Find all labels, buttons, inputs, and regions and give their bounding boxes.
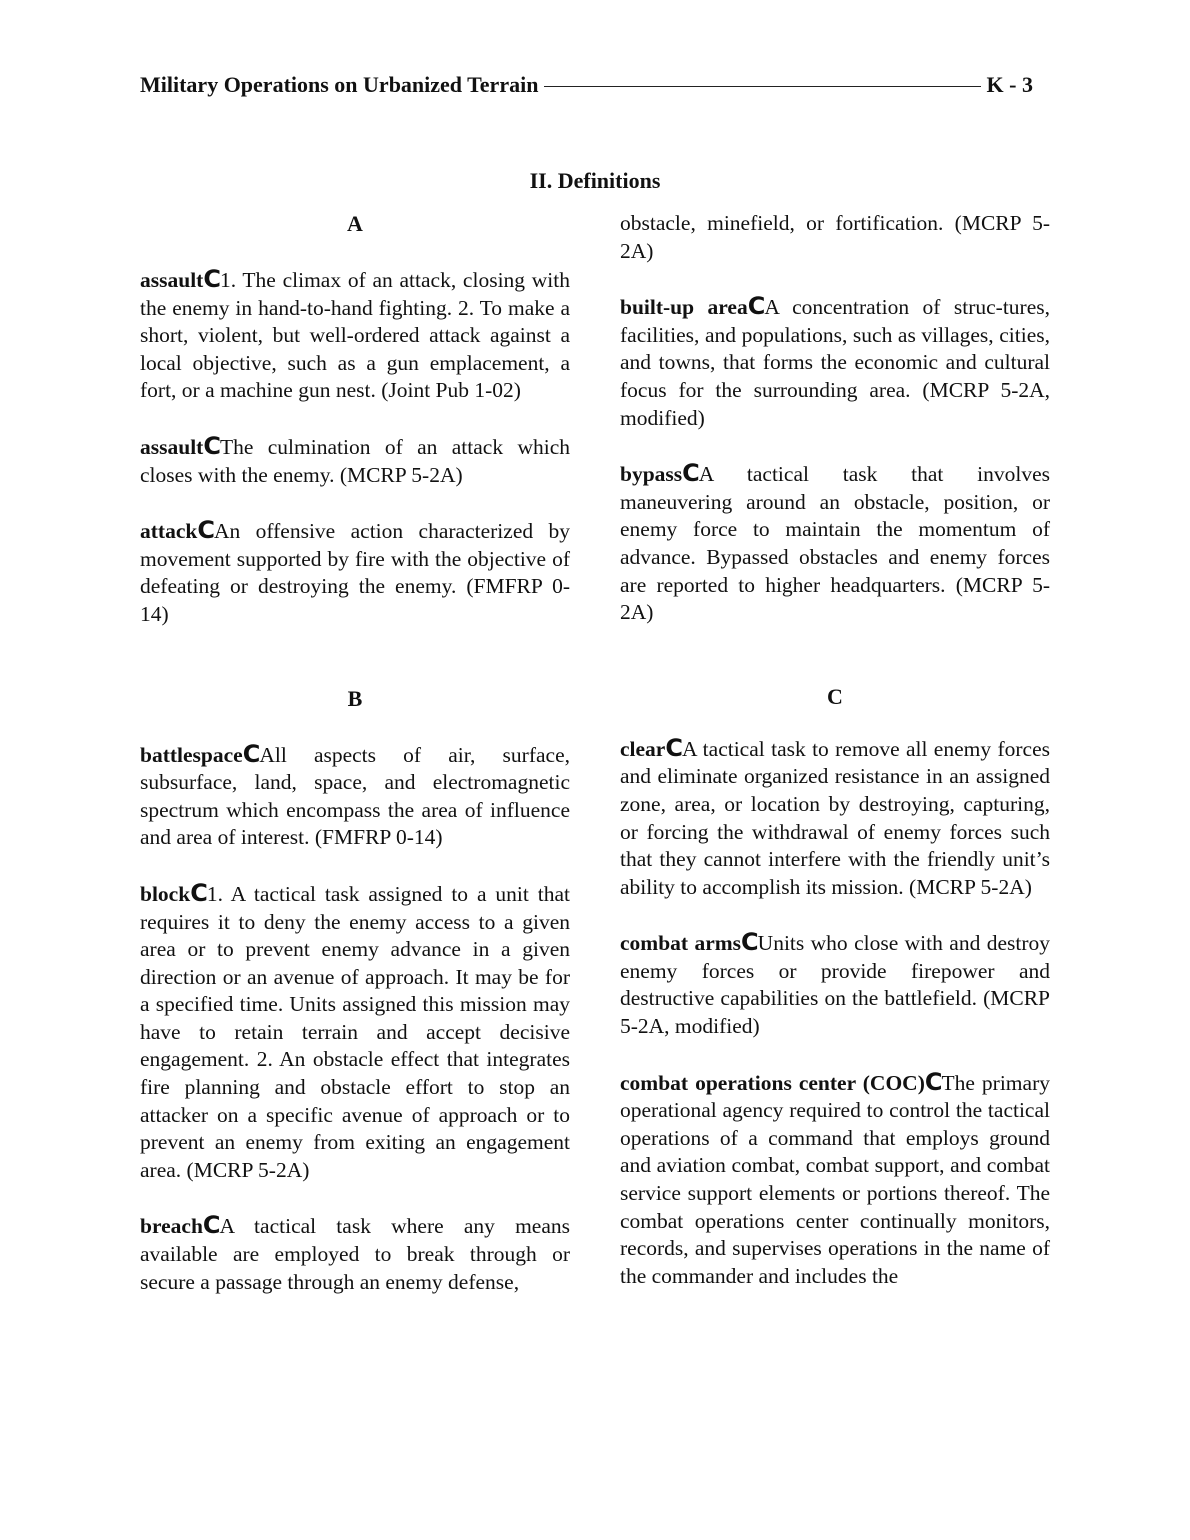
em-dash-glyph: C (924, 1067, 942, 1096)
definition-combat-operations-center (620, 1069, 1050, 1291)
definition-attack (140, 517, 570, 628)
definition-block (140, 880, 570, 1185)
term: built-up area (620, 295, 748, 320)
running-header (140, 71, 1033, 99)
em-dash-glyph: C (203, 431, 220, 460)
em-dash-glyph: C (190, 878, 207, 907)
term: combat arms (620, 931, 742, 956)
em-dash-glyph: C (747, 292, 765, 321)
definition-text: The culmination of an attack which closes with the enemy. (MCRP 5-2A) (140, 434, 570, 487)
em-dash-glyph: C (682, 459, 699, 488)
definition-breach-continued (620, 210, 1050, 265)
em-dash-glyph: C (202, 1211, 220, 1240)
term: assault (140, 268, 204, 292)
definition-breach (140, 1212, 570, 1296)
term: battlespace (140, 742, 243, 767)
em-dash-glyph: C (197, 516, 214, 545)
section-letter-a: A (347, 211, 363, 236)
term: assault (140, 434, 204, 459)
page-number: K - 3 (986, 72, 1033, 97)
section-letter-c: C (827, 683, 843, 709)
definition-text: 1. A tactical task assigned to a unit that requires it to deny the enemy access to a given area or to prevent enemy advance in a given direction or an avenue of approach. It may be for a specified time. Units assigned this mission may have to retain terrain and accept decisive engagement. 2. An obstacle effect that integrates fire planning and obstacle effort to stop an attacker on a specific avenue of approach or to prevent an enemy from exiting an engagement area. (MCRP 5-2A) (140, 881, 570, 1182)
definition-text: obstacle, minefield, or fortification. (MCRP 5-2A) (620, 211, 1050, 263)
section-title: II. Definitions (529, 168, 661, 193)
header-title: Military Operations on Urbanized Terrain (140, 72, 539, 97)
definition-assault-2 (140, 433, 570, 489)
definition-combat-arms (620, 929, 1050, 1040)
term: breach (140, 1214, 203, 1239)
definition-text: A concentration of struc-tures, facilities, and populations, such as villages, cities, and towns, that forms the economic and cultural focus for the surrounding area. (MCRP 5-2A, modified) (620, 295, 1050, 430)
left-column (140, 210, 570, 1296)
em-dash-glyph: C (203, 265, 220, 293)
term: combat operations center (COC) (620, 1070, 925, 1095)
definition-text: Units who close with and destroy enemy forces or provide firepower and destructive capabilities on the battlefield. (MCRP 5-2A, modified) (620, 931, 1051, 1039)
term: block (140, 881, 191, 906)
definition-text: The primary operational agency required to control the tactical operations of a command that employs ground and aviation combat, combat support, and combat service support elements or portions thereof. The combat operations center continually monitors, records, and supervises operations in the name of the commander and includes the (620, 1070, 1050, 1288)
definition-assault-1 (140, 266, 570, 405)
definition-text: An offensive action characterized by movement supported by fire with the objective of defeating or destroying the enemy. (FMFRP 0-14) (140, 519, 570, 626)
section-letter-b: B (347, 685, 363, 711)
em-dash-glyph: C (741, 928, 758, 957)
definition-text: A tactical task to remove all enemy forces and eliminate organized resistance in an assigned zone, area, or location by destroying, capturing, or forcing the withdrawal of enemy forces such that they cannot interfere with the friendly unit’s ability to accomplish its mission. (MCRP 5-2A) (620, 736, 1050, 899)
definition-text: A tactical task where any means available are employed to break through or secure a passage through an enemy defense, (140, 1214, 570, 1294)
term: clear (620, 736, 666, 761)
em-dash-glyph: C (242, 739, 260, 768)
definition-text: A tactical task that involves maneuvering around an obstacle, position, or enemy force to maintain the momentum of advance. Bypassed obstacles and enemy forces are reported to higher headquarters. (MCRP 5-2A) (620, 462, 1050, 625)
definition-text: All aspects of air, surface, subsurface, land, space, and electromagnetic spectrum which encompass the area of influence and area of interest. (FMFRP 0-14) (140, 742, 570, 850)
definition-clear (620, 735, 1050, 902)
em-dash-glyph: C (665, 733, 682, 762)
header-rule (544, 86, 980, 87)
term: attack (140, 519, 198, 544)
definition-built-up-area (620, 293, 1050, 432)
right-column (620, 210, 1050, 1290)
definition-battlespace (140, 741, 570, 852)
definition-bypass (620, 460, 1050, 627)
term: bypass (620, 462, 683, 487)
definition-text: 1. The climax of an attack, closing with the enemy in hand-to-hand fighting. 2. To make a short, violent, but well-ordered attack against a local objective, such as a gun emplacement, a fort, or a machine gun nest. (Joint Pub 1-02) (140, 268, 570, 403)
